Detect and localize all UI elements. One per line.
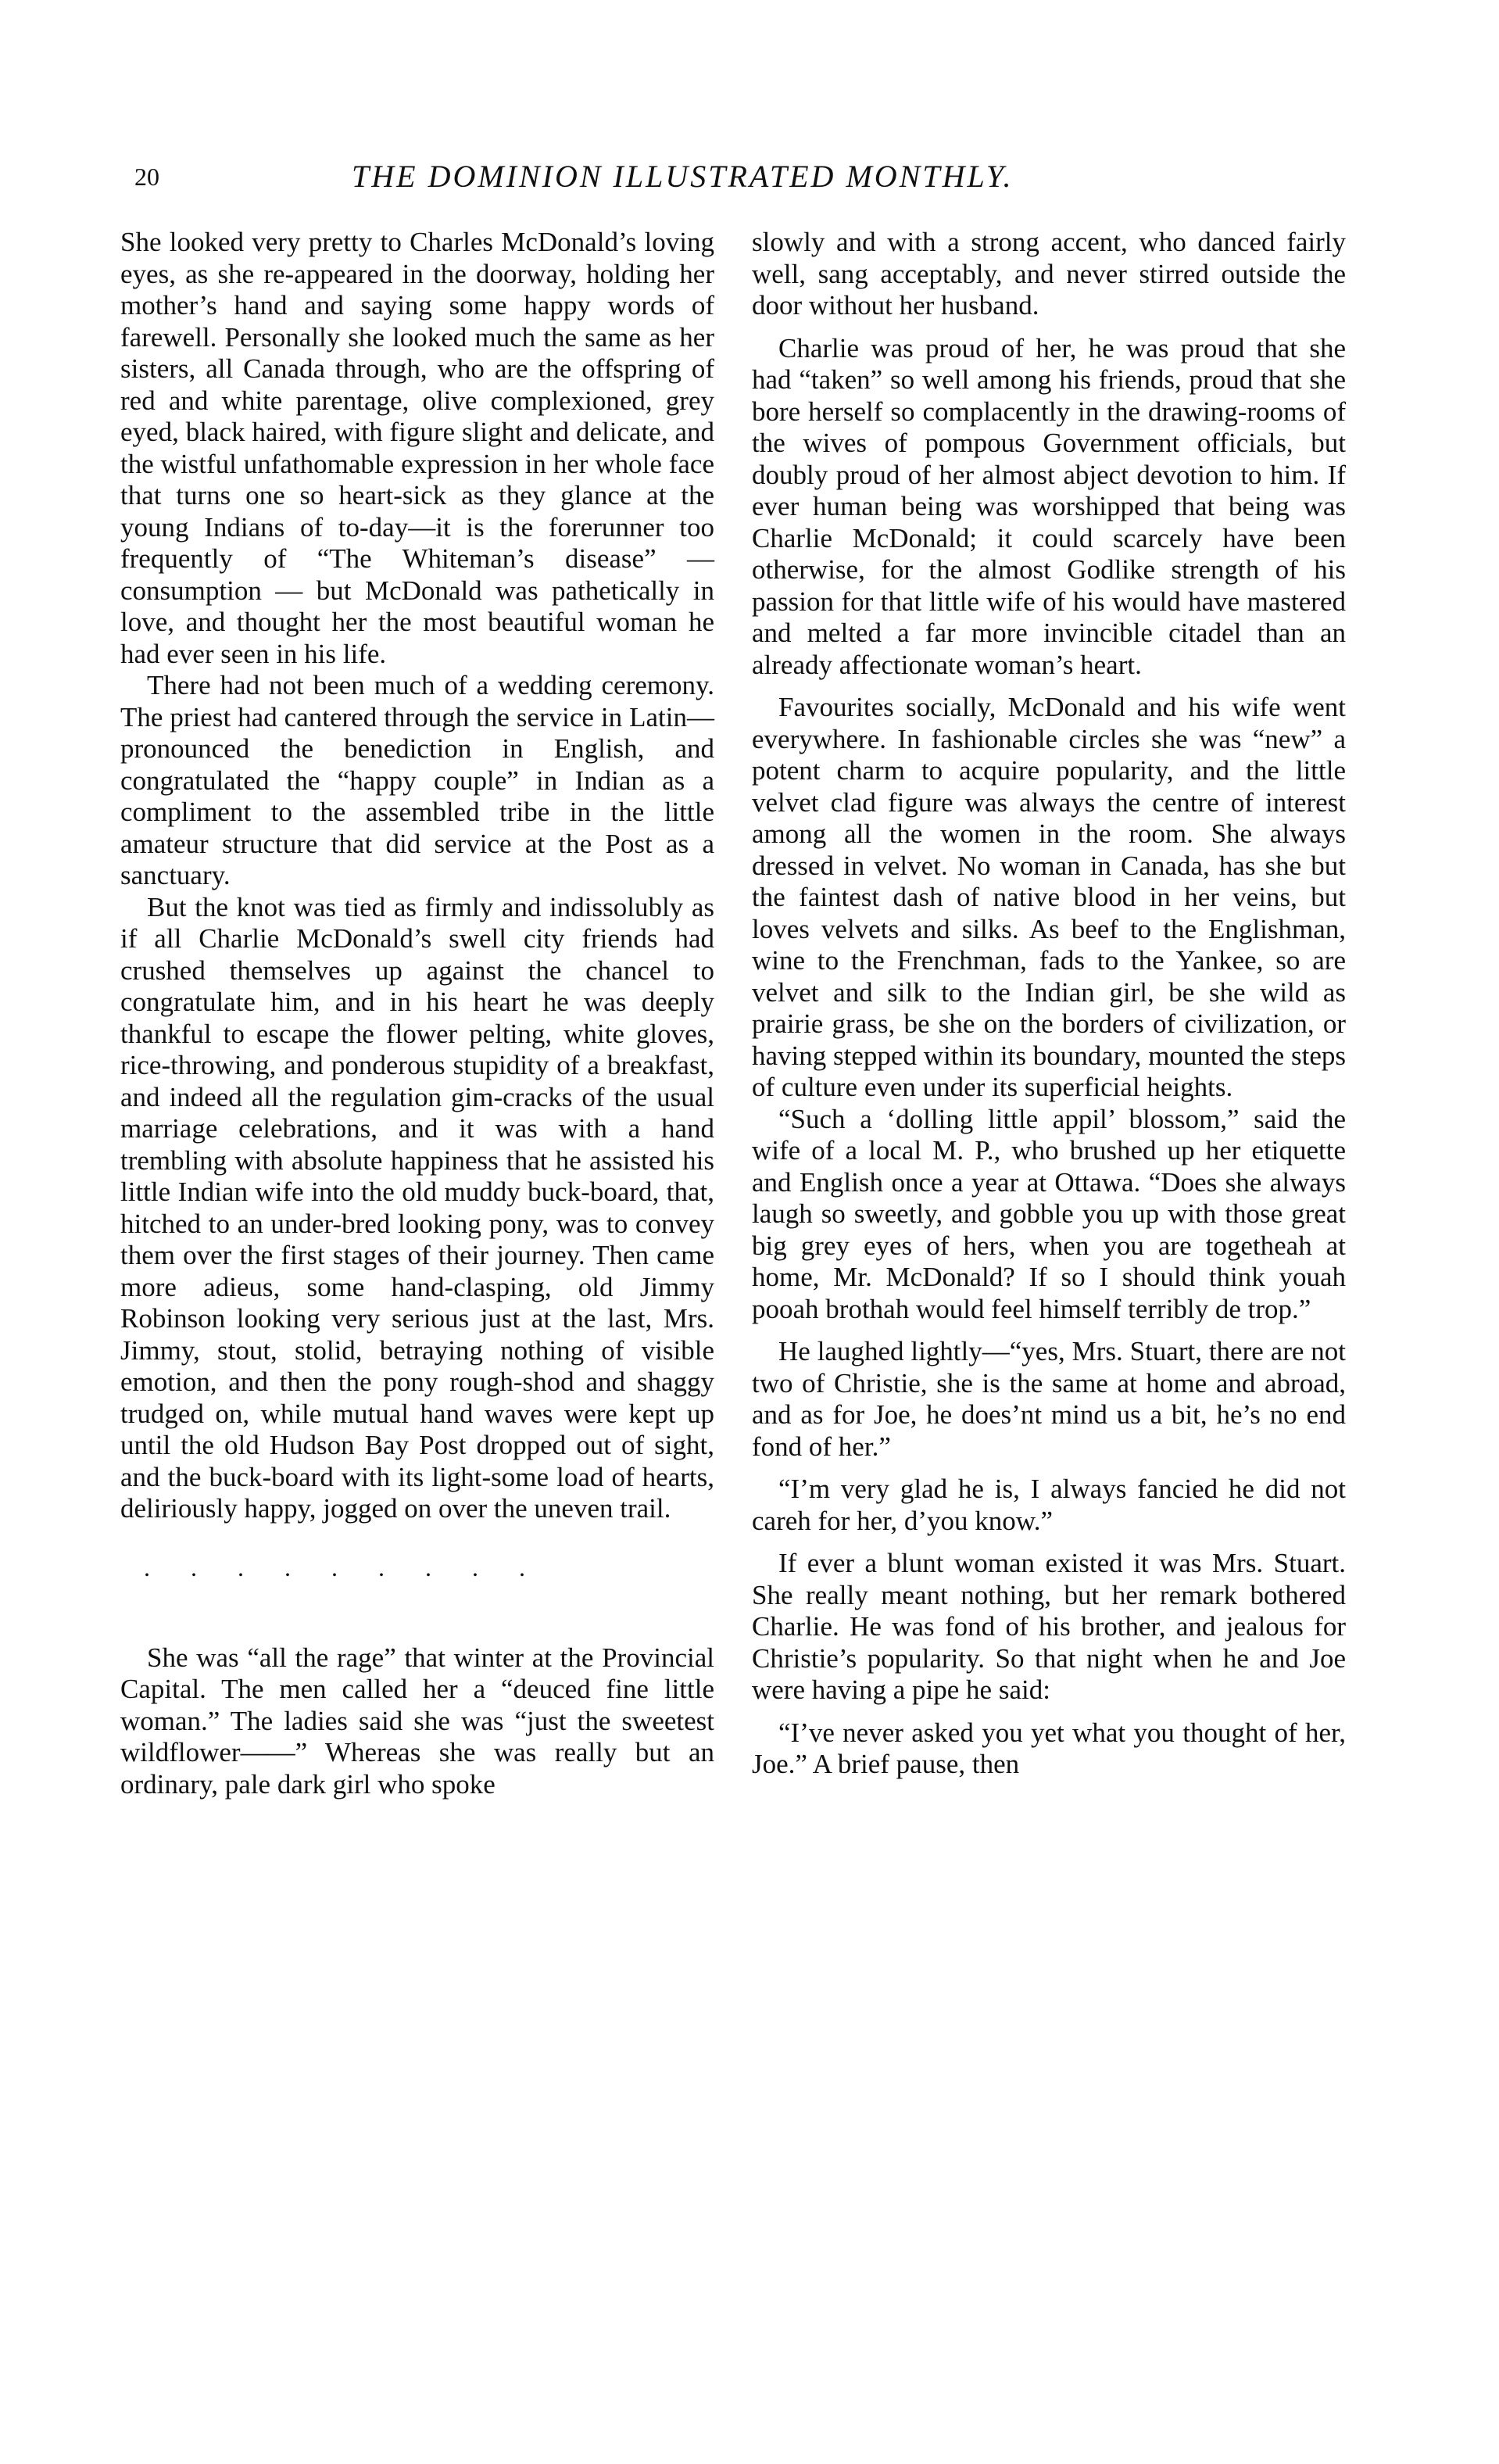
paragraph: “I’ve never asked you yet what you thought of her, Joe.” A brief pause, then [752, 1717, 1346, 1779]
running-head-title: THE DOMINION ILLUSTRATED MONTHLY. [352, 159, 1014, 194]
paragraph: There had not been much of a wedding ceremony. The priest had cantered through the service in Latin—pronounced the benediction in English, and congratulated the “happy couple” in Indian as a compliment to the assembled tribe in the little amateur structure that did service at the Post as a sanctuary. [120, 670, 714, 890]
left-column [120, 227, 714, 1800]
section-break-dots: . . . . . . . . . [144, 1553, 525, 1581]
page-number: 20 [134, 163, 159, 191]
paragraph: Charlie was proud of her, he was proud that she had “taken” so well among his friends, proud that she bore herself so complacently in the drawing-rooms of the wives of pompous Government officials, but doubly proud of her almost abject devotion to him. If ever human being was worshipped that being was Charlie McDonald; it could scarcely have been otherwise, for the almost Godlike strength of his passion for that little wife of his would have mastered and melted a far more invincible citadel than an already affectionate woman’s heart. [752, 332, 1346, 680]
right-column [752, 227, 1346, 1781]
paragraph: He laughed lightly—“yes, Mrs. Stuart, there are not two of Christie, she is the same at home and abroad, and as for Joe, he does’nt mind us a bit, he’s no end fond of her.” [752, 1336, 1346, 1462]
paragraph: If ever a blunt woman existed it was Mrs. Stuart. She really meant nothing, but her remark bothered Charlie. He was fond of his brother, and jealous for Christie’s popularity. So that night when he and Joe were having a pipe he said: [752, 1548, 1346, 1705]
section-break [120, 1525, 714, 1642]
paragraph: She looked very pretty to Charles McDonald’s loving eyes, as she re-appeared in the doorway, holding her mother’s hand and saying some happy words of farewell. Personally she looked much the same as her sisters, all Canada through, who are the offspring of red and white parentage, olive complexioned, grey eyed, black haired, with figure slight and delicate, and the wistful unfathomable expression in her whole face that turns one so heart-sick as they glance at the young Indians of to-day—it is the forerunner too frequently of “The Whiteman’s disease” — consumption — but McDonald was pathetically in love, and thought her the most beautiful woman he had ever seen in his life. [120, 227, 714, 669]
paragraph: “Such a ‘dolling little appil’ blossom,” said the wife of a local M. P., who brushed up her etiquette and English once a year at Ottawa. “Does she always laugh so sweetly, and gobble you up with those great big grey eyes of hers, when you are togetheah at home, Mr. McDonald? If so I should think youah pooah brothah would feel himself terribly de trop.” [752, 1103, 1346, 1324]
paragraph: She was “all the rage” that winter at the Provincial Capital. The men called her a “deuced fine little woman.” The ladies said she was “just the sweetest wildflower——” Whereas she was really but an ordinary, pale dark girl who spoke [120, 1642, 714, 1800]
paragraph: But the knot was tied as firmly and indissolubly as if all Charlie McDonald’s swell city friends had crushed themselves up against the chancel to congratulate him, and in his heart he was deeply thankful to escape the flower pelting, white gloves, rice-throwing, and ponderous stupidity of a breakfast, and indeed all the regulation gim-cracks of the usual marriage celebrations, and it was with a hand trembling with absolute happiness that he assisted his little Indian wife into the old muddy buck-board, that, hitched to an under-bred looking pony, was to convey them over the first stages of their journey. Then came more adieus, some hand-clasping, old Jimmy Robinson looking very serious just at the last, Mrs. Jimmy, stout, stolid, betraying nothing of visible emotion, and then the pony rough-shod and shaggy trudged on, while mutual hand waves were kept up until the old Hudson Bay Post dropped out of sight, and the buck-board with its light-some load of hearts, deliriously happy, jogged on over the uneven trail. [120, 891, 714, 1524]
paragraph: “I’m very glad he is, I always fancied he did not careh for her, d’you know.” [752, 1474, 1346, 1536]
paragraph: Favourites socially, McDonald and his wife went everywhere. In fashionable circles she was “new” a potent charm to acquire popularity, and the little velvet clad figure was always the centre of interest among all the women in the room. She always dressed in velvet. No woman in Canada, has she but the faintest dash of native blood in her veins, but loves velvets and silks. As beef to the Englishman, wine to the Frenchman, fads to the Yankee, so are velvet and silk to the Indian girl, be she wild as prairie grass, be she on the borders of civilization, or having stepped within its boundary, mounted the steps of culture even under its superficial heights. [752, 692, 1346, 1102]
paragraph: slowly and with a strong accent, who danced fairly well, sang acceptably, and never stirred outside the door without her husband. [752, 227, 1346, 321]
